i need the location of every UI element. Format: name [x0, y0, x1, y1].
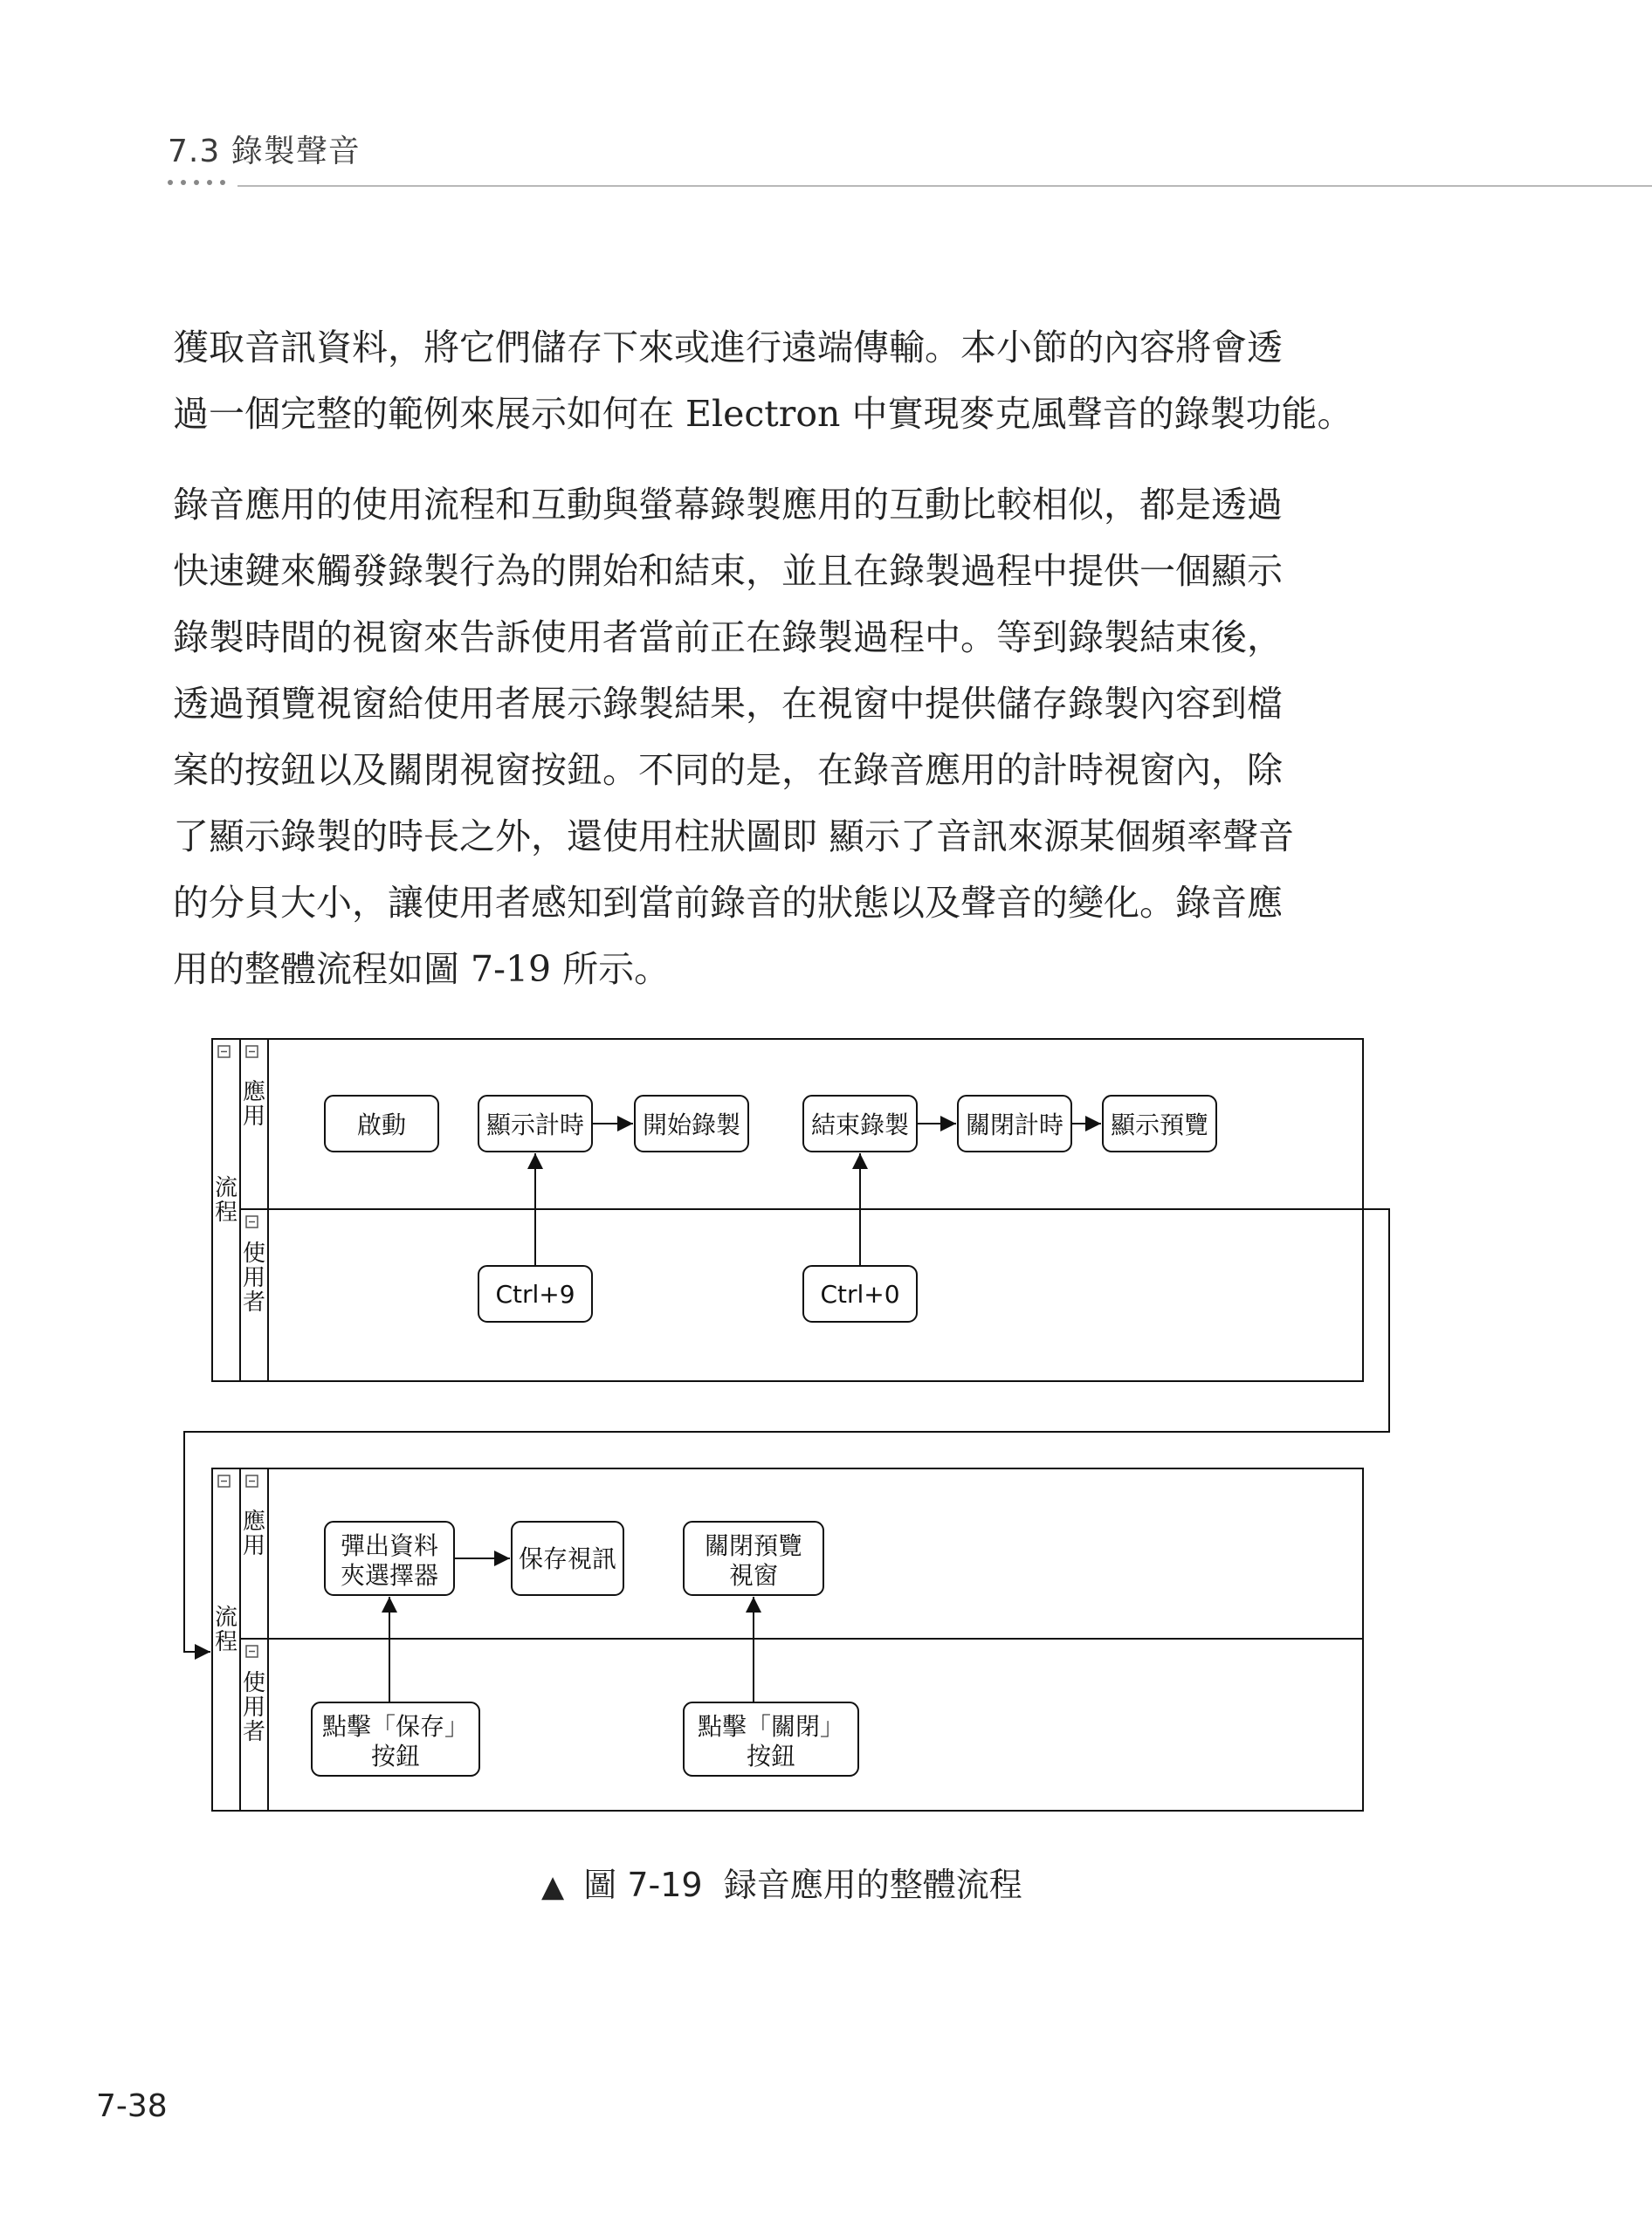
collapse-icon[interactable]: [218, 1046, 230, 1057]
header-rule-dots: [168, 180, 237, 187]
svg-text:點擊「保存」: 點擊「保存」: [321, 1712, 470, 1741]
node-show-preview: [1103, 1096, 1216, 1152]
svg-text:夾選擇器: 夾選擇器: [340, 1561, 439, 1590]
svg-text:視窗: 視窗: [728, 1561, 779, 1590]
page-number: 7-38: [96, 2088, 168, 2124]
node-close-preview: [684, 1522, 823, 1595]
svg-text:啟動: 啟動: [356, 1111, 407, 1139]
node-stop-recording: [803, 1096, 917, 1152]
svg-text:彈出資料: 彈出資料: [340, 1531, 439, 1560]
node-ctrl0: [803, 1266, 917, 1322]
pool-label: 流程: [214, 1605, 238, 1655]
pool-label: 流程: [214, 1175, 238, 1226]
paragraph-1: [173, 314, 1413, 447]
paragraph-line: 用的整體流程如圖 7-19 所示。: [173, 948, 671, 990]
svg-text:Ctrl+0: Ctrl+0: [820, 1280, 900, 1309]
header-rule-line: [237, 185, 1652, 187]
paragraph-line: 快速鍵來觸發錄製行為的開始和結束，並且在錄製過程中提供一個顯示: [173, 550, 1283, 592]
svg-text:點擊「關閉」: 點擊「關閉」: [697, 1712, 845, 1741]
lane-label-user: 使用者: [242, 1241, 266, 1316]
lane-label-app: 應用: [242, 1079, 266, 1130]
paragraph-line: 透過預覽視窗給使用者展示錄製結果，在視窗中提供儲存錄製內容到檔: [173, 683, 1283, 725]
running-header: 7.3 錄製聲音: [168, 134, 361, 169]
paragraph-line: 獲取音訊資料，將它們儲存下來或進行遠端傳輸。本小節的內容將會透: [173, 327, 1283, 368]
lane-label-app: 應用: [242, 1509, 266, 1559]
svg-text:關閉預覽: 關閉預覽: [704, 1531, 803, 1560]
paragraph-line: 的分貝大小，讓使用者感知到當前錄音的狀態以及聲音的變化。錄音應: [173, 882, 1283, 924]
figure-caption: [541, 1858, 1022, 1906]
svg-text:按鈕: 按鈕: [746, 1742, 796, 1771]
node-ctrl9: [478, 1266, 592, 1322]
collapse-icon[interactable]: [246, 1216, 258, 1228]
svg-text:Ctrl+9: Ctrl+9: [495, 1280, 575, 1309]
caption-text: 圖 7-19 録音應用的整體流程: [583, 1866, 1022, 1904]
paragraph-line: 了顯示錄製的時長之外，還使用柱狀圖即 顯示了音訊來源某個頻率聲音: [173, 815, 1295, 857]
collapse-icon[interactable]: [246, 1475, 258, 1487]
node-start-recording: [635, 1096, 748, 1152]
paragraph-line: 案的按鈕以及關閉視窗按鈕。不同的是，在錄音應用的計時視窗內，除: [173, 749, 1283, 791]
node-open-folder-picker: [325, 1522, 454, 1595]
svg-text:關閉計時: 關閉計時: [965, 1111, 1064, 1139]
svg-text:開始錄製: 開始錄製: [642, 1111, 741, 1139]
node-click-save: [312, 1702, 479, 1776]
paragraph-line: 過一個完整的範例來展示如何在 Electron 中實現麥克風聲音的錄製功能。: [173, 393, 1353, 435]
node-save-video: [512, 1522, 623, 1595]
node-show-timer: [478, 1096, 592, 1152]
node-close-timer: [958, 1096, 1071, 1152]
node-click-close: [684, 1702, 858, 1776]
svg-text:保存視訊: 保存視訊: [518, 1544, 617, 1573]
top-pool: [212, 1039, 1363, 1381]
svg-text:顯示預覽: 顯示預覽: [1110, 1111, 1209, 1139]
paragraph-2: [173, 471, 1413, 1002]
collapse-icon[interactable]: [218, 1475, 230, 1487]
lane-label-user: 使用者: [242, 1670, 266, 1745]
bottom-pool: [212, 1468, 1363, 1811]
svg-text:顯示計時: 顯示計時: [485, 1111, 585, 1139]
svg-text:按鈕: 按鈕: [370, 1742, 421, 1771]
svg-text:結束錄製: 結束錄製: [810, 1111, 910, 1139]
collapse-icon[interactable]: [246, 1046, 258, 1057]
collapse-icon[interactable]: [246, 1646, 258, 1657]
node-start: [325, 1096, 438, 1152]
paragraph-line: 錄音應用的使用流程和互動與螢幕錄製應用的互動比較相似，都是透過: [173, 484, 1283, 526]
flow-diagram: [170, 1030, 1428, 1833]
caption-triangle-icon: ▲: [541, 1869, 565, 1904]
paragraph-line: 錄製時間的視窗來告訴使用者當前正在錄製過程中。等到錄製結束後，: [173, 616, 1283, 658]
